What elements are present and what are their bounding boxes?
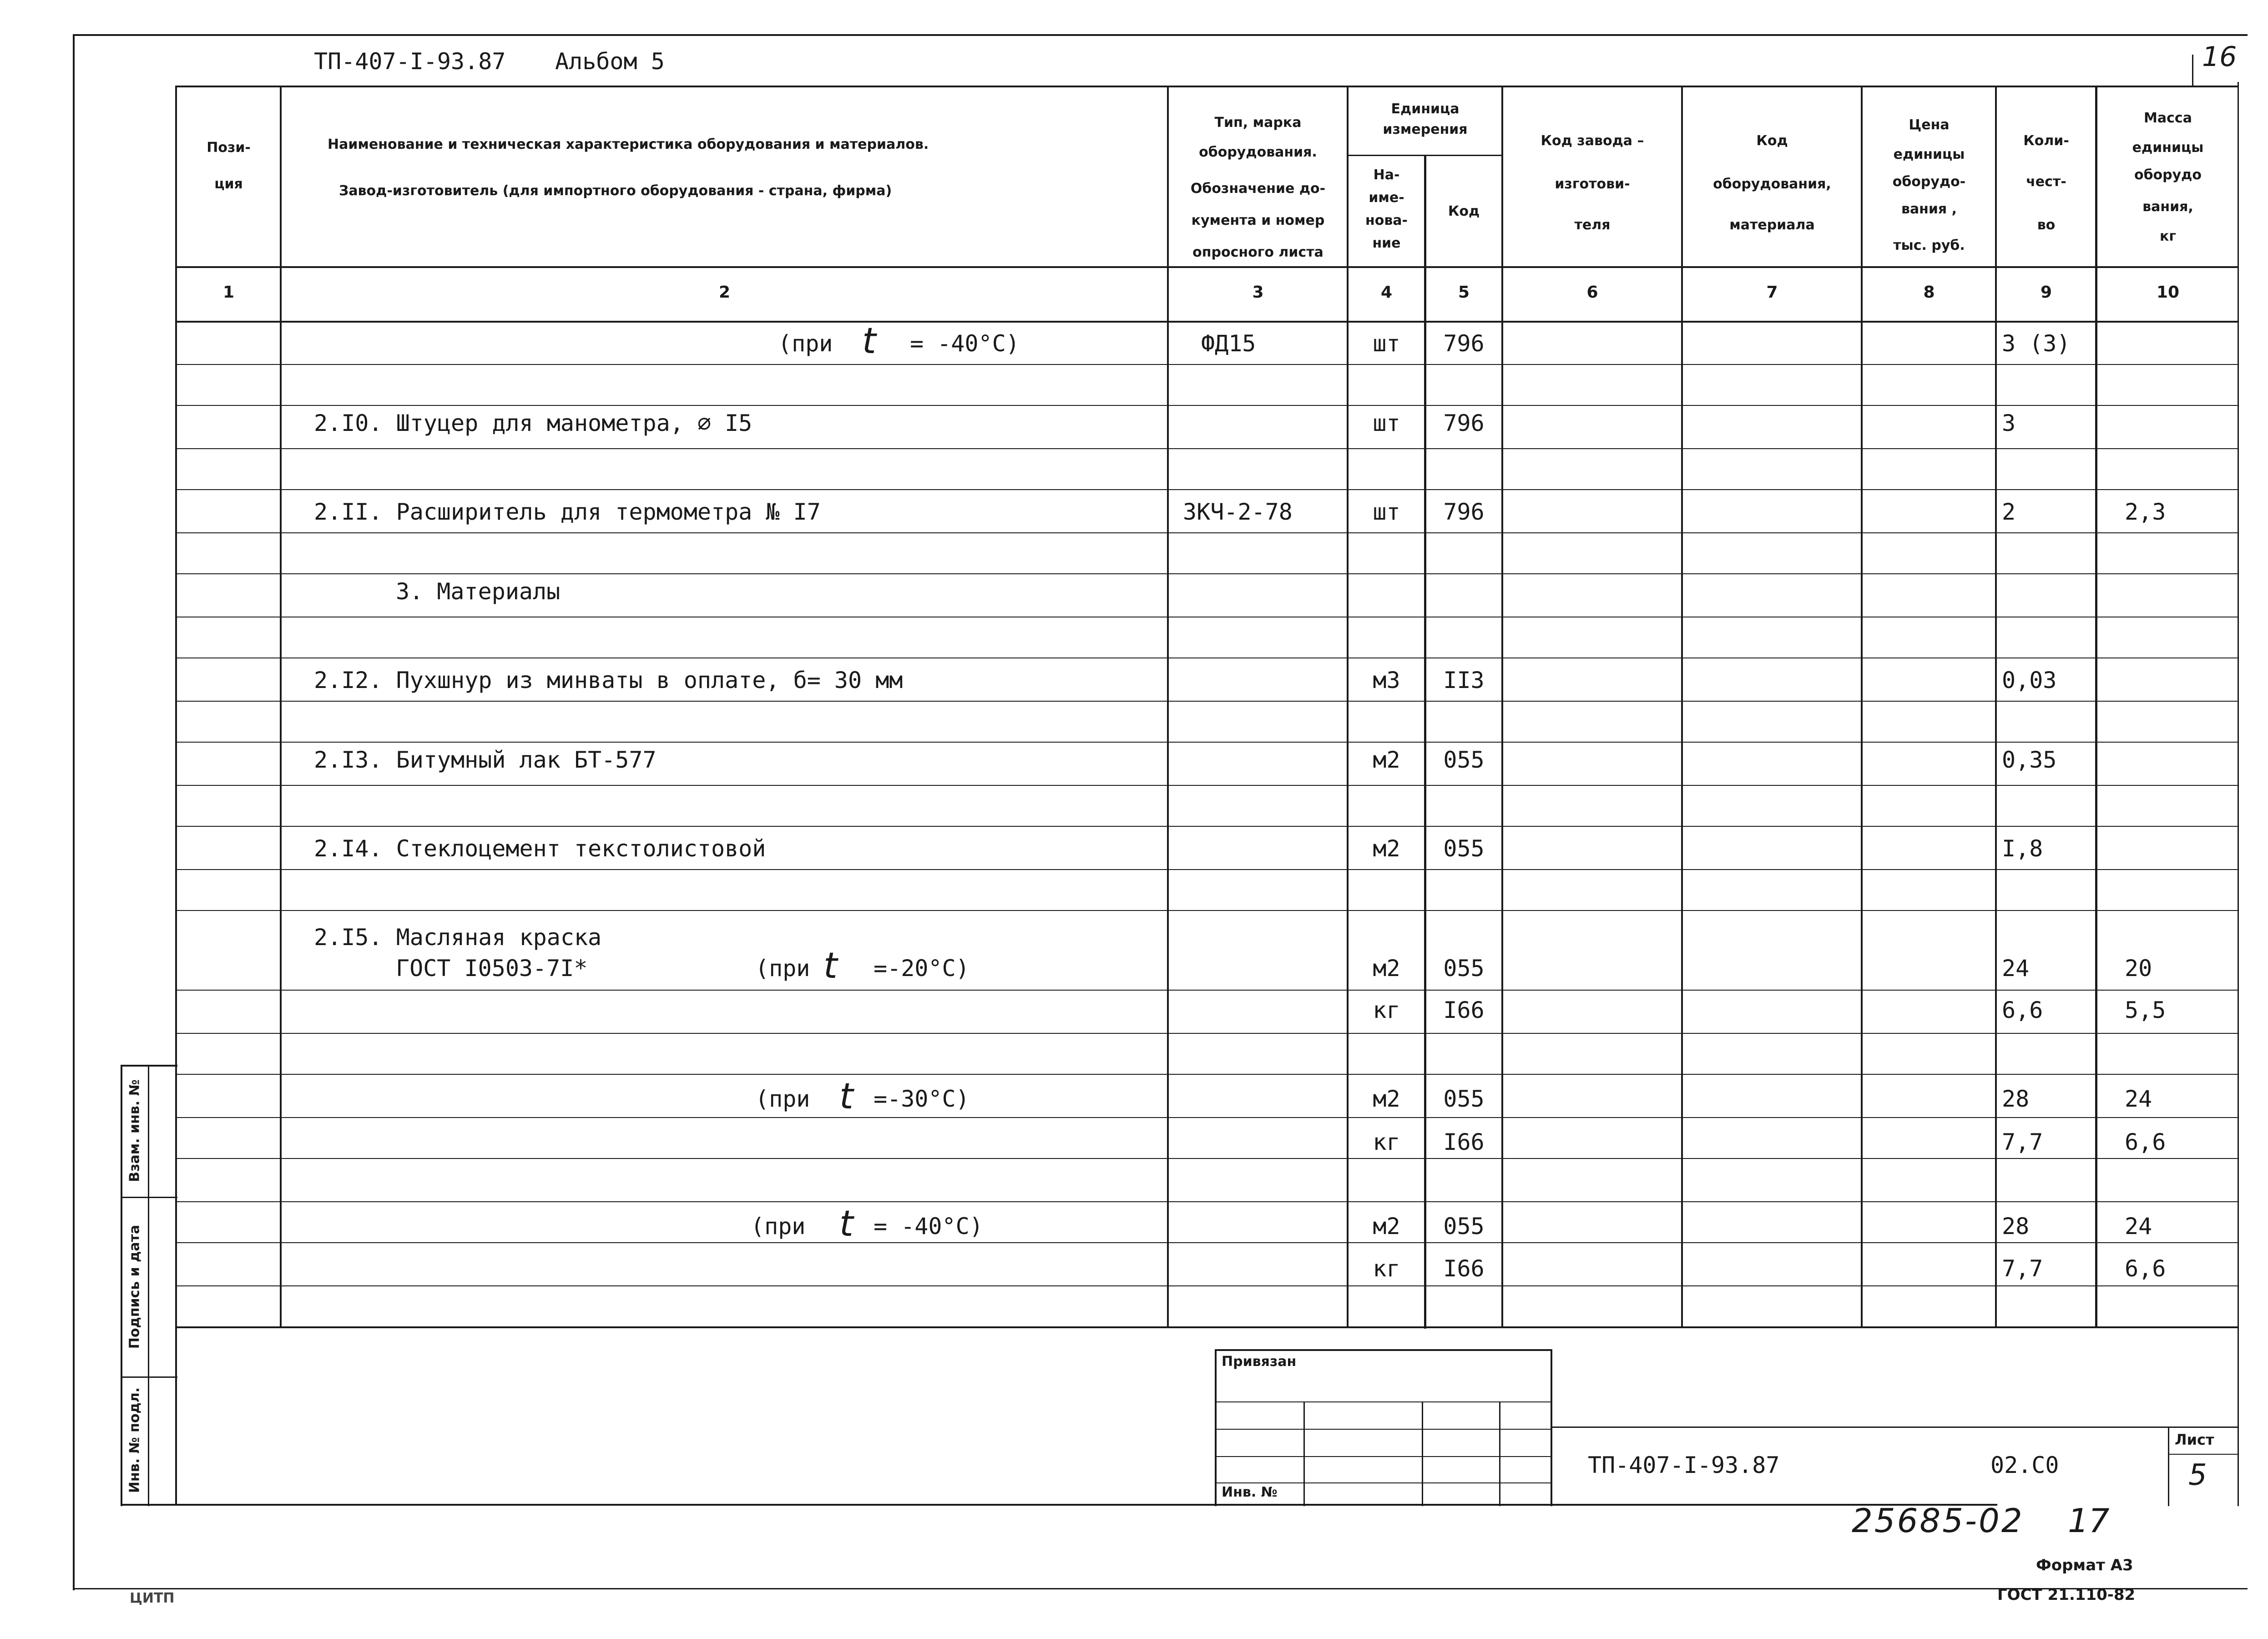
item-code: II3	[1443, 667, 1485, 693]
header-col-unit-code: Код	[1448, 203, 1480, 219]
album-header: Альбом 5	[555, 48, 665, 75]
item-name: (при	[755, 1086, 810, 1112]
item-mass: 5,5	[2125, 997, 2166, 1023]
item-unit: м2	[1373, 1213, 1400, 1239]
item-qty: 0,03	[2002, 667, 2057, 693]
item-mass: 6,6	[2125, 1129, 2166, 1155]
item-name-tail: =-20°С)	[874, 955, 970, 981]
item-name-tail: = -40°С)	[874, 1213, 983, 1239]
item-code: 796	[1443, 330, 1485, 357]
doc-code-header: ТП-407-I-93.87	[314, 48, 506, 75]
item-qty: 24	[2002, 955, 2030, 981]
item-code: 055	[1443, 835, 1485, 862]
sheet-label: Лист	[2175, 1431, 2214, 1448]
item-name: 2.I4. Стеклоцемент текстолистовой	[314, 835, 766, 862]
item-name: 2.I3. Битумный лак БТ-577	[314, 747, 657, 773]
item-code: I66	[1443, 997, 1485, 1023]
item-qty: 2	[2002, 499, 2016, 525]
item-unit: м2	[1373, 1086, 1400, 1112]
item-name-tail: =-30°С)	[874, 1086, 970, 1112]
item-unit: кг	[1373, 1129, 1400, 1155]
archive-sheet: 17	[2068, 1502, 2110, 1540]
item-name: 2.I2. Пухшнур из минваты в оплате, б= 30 мм	[314, 667, 903, 693]
item-qty: 7,7	[2002, 1129, 2043, 1155]
side-stamp-signature: Подпись и дата	[126, 1224, 143, 1349]
temperature-symbol: t	[823, 946, 838, 986]
item-qty: 3	[2002, 410, 2016, 436]
temperature-symbol: t	[862, 321, 876, 362]
item-name: 2.II. Расширитель для термометра № I7	[314, 499, 821, 525]
side-stamp-original: Инв. № подл.	[126, 1387, 143, 1493]
item-unit: шт	[1373, 410, 1400, 436]
item-unit: шт	[1373, 330, 1400, 357]
item-unit: шт	[1373, 499, 1400, 525]
item-qty: 28	[2002, 1213, 2030, 1239]
item-name: 2.I0. Штуцер для манометра, ∅ I5	[314, 410, 753, 436]
item-code: I66	[1443, 1129, 1485, 1155]
item-code: 055	[1443, 1213, 1485, 1239]
item-code: 796	[1443, 410, 1485, 436]
item-unit: м2	[1373, 835, 1400, 862]
stamp-section: 02.С0	[1990, 1452, 2059, 1478]
item-code: 055	[1443, 747, 1485, 773]
item-unit: кг	[1373, 1255, 1400, 1282]
gost-label: ГОСТ 21.110-82	[1997, 1586, 2136, 1604]
item-qty: 28	[2002, 1086, 2030, 1112]
item-type: ФД15	[1201, 330, 1256, 357]
side-stamp-replace: Взам. инв. №	[126, 1079, 143, 1182]
item-code: 055	[1443, 955, 1485, 981]
item-unit: кг	[1373, 997, 1400, 1023]
privyazan-label: Привязан	[1222, 1354, 1297, 1370]
item-mass: 2,3	[2125, 499, 2166, 525]
stamp-doc-code: ТП-407-I-93.87	[1588, 1452, 1780, 1478]
item-name: (при	[755, 955, 810, 981]
item-code: 796	[1443, 499, 1485, 525]
archive-number: 25685-02	[1852, 1502, 2024, 1540]
item-code: I66	[1443, 1255, 1485, 1282]
inventory-label: Инв. №	[1222, 1484, 1278, 1500]
item-qty: 7,7	[2002, 1255, 2043, 1282]
temperature-symbol: t	[839, 1204, 854, 1244]
format-label: Формат А3	[2036, 1556, 2133, 1574]
item-qty: I,8	[2002, 835, 2043, 862]
item-name: (при	[778, 330, 833, 357]
item-name-tail: = -40°С)	[910, 330, 1020, 357]
item-qty: 0,35	[2002, 747, 2057, 773]
item-name: 2.I5. Масляная краска	[314, 924, 602, 951]
item-name: (при	[751, 1213, 806, 1239]
item-mass: 6,6	[2125, 1255, 2166, 1282]
item-unit: м3	[1373, 667, 1400, 693]
temperature-symbol: t	[839, 1076, 854, 1117]
footer-left-label: ЦИТП	[130, 1590, 175, 1606]
page-number: 16	[2202, 41, 2237, 73]
item-code: 055	[1443, 1086, 1485, 1112]
item-gost: ГОСТ I0503-7I*	[396, 955, 588, 981]
item-qty: 3 (3)	[2002, 330, 2071, 357]
item-mass: 20	[2125, 955, 2152, 981]
sheet-number: 5	[2188, 1458, 2207, 1492]
item-unit: м2	[1373, 955, 1400, 981]
item-mass: 24	[2125, 1213, 2152, 1239]
item-type: ЗКЧ-2-78	[1183, 499, 1293, 525]
item-unit: м2	[1373, 747, 1400, 773]
item-qty: 6,6	[2002, 997, 2043, 1023]
section-title: 3. Материалы	[396, 578, 561, 605]
item-mass: 24	[2125, 1086, 2152, 1112]
